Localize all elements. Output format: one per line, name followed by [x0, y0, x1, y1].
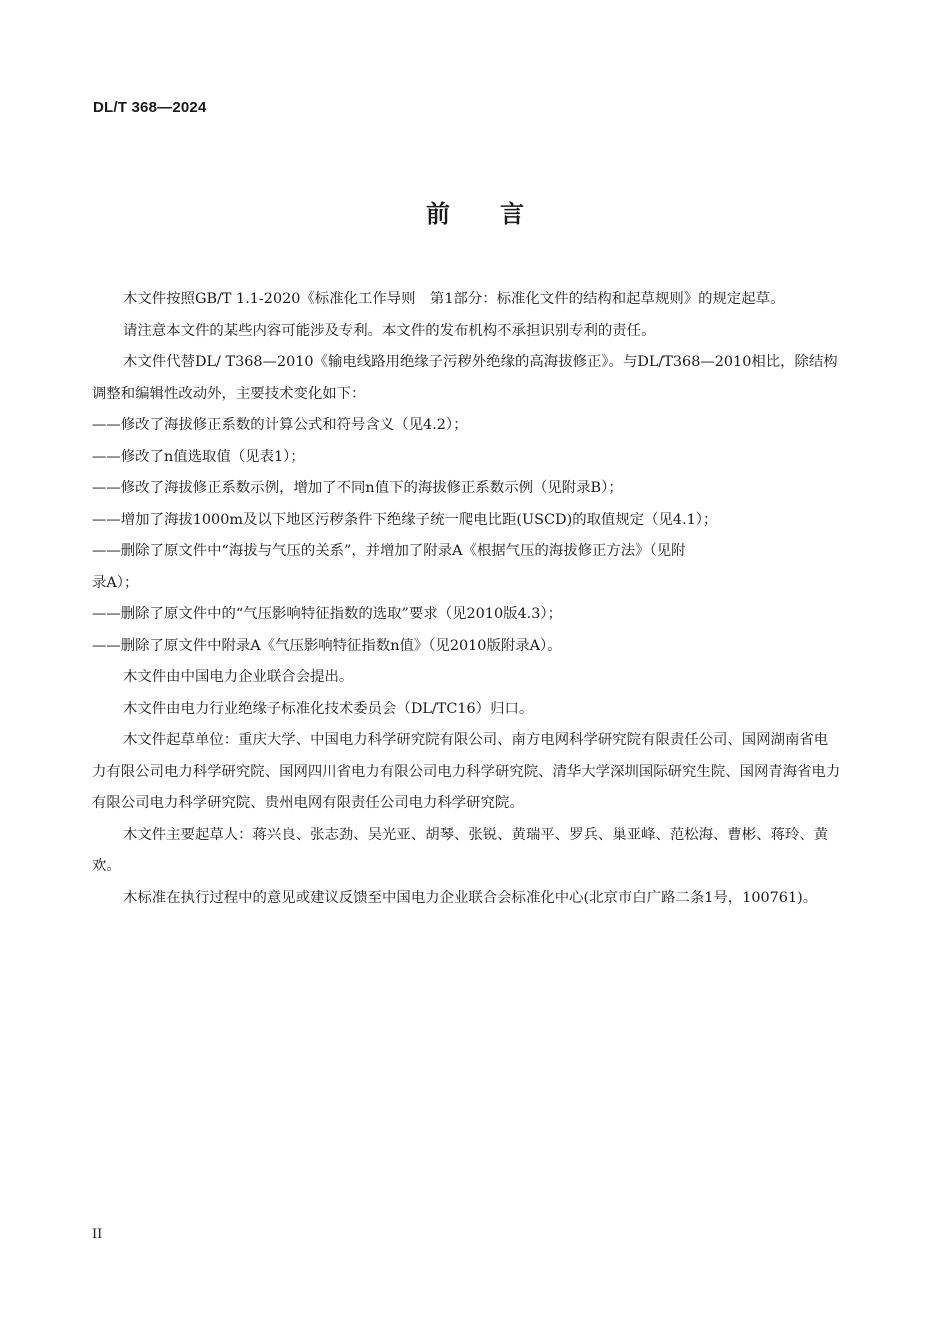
change-item-5-line-2: 录A）； [92, 574, 139, 591]
foreword-body [92, 284, 842, 914]
paragraph-replacement: 木文件代替DL/ T368—2010《输电线路用绝缘子污秽外绝缘的高海拔修正》。与DL/T368—2010相比，除结构调整和编辑性改动外，主要技术变化如下： [92, 354, 838, 402]
change-item-5-continued [92, 568, 842, 600]
paragraph-patent-notice: 请注意本文件的某些内容可能涉及专利。本文件的发布机构不承担识别专利的责任。 [123, 322, 656, 339]
page-number: II [92, 1227, 103, 1242]
change-item-5-line-1: ——删除了原文件中“海拔与气压的关系”，并增加了附录A《根据气压的海拔修正方法》（见附 [92, 543, 686, 559]
paragraph-drafters: 木文件主要起草人：蒋兴良、张志劲、吴光亚、胡琴、张锐、黄瑞平、罗兵、巢亚峰、范松海、曹彬、蒋玲、黄欢。 [92, 826, 829, 874]
paragraph-committee: 木文件由电力行业绝缘子标准化技术委员会（DL/TC16）归口。 [123, 700, 534, 717]
page-title: 前言 [426, 200, 574, 228]
paragraph-proposer: 木文件由中国电力企业联合会提出。 [123, 669, 354, 685]
change-item-4: ——增加了海拔1000m及以下地区污秽条件下绝缘子统一爬电比距(USCD)的取值规定（见4.1）； [92, 511, 718, 528]
paragraph-drafting-units: 木文件起草单位：重庆大学、中国电力科学研究院有限公司、南方电网科学研究院有限责任公司、国网湖南省电力有限公司电力科学研究院、国网四川省电力有限公司电力科学研究院、清华大学深圳国际研究生院、国网青海省电力有限公司电力科学研究院、贵州电网有限责任公司电力科学研究院。 [92, 732, 841, 811]
change-item-3: ——修改了海拔修正系数示例，增加了不同n值下的海拔修正系数示例（见附录B）； [92, 480, 623, 496]
change-item-7: ——删除了原文件中附录A《气压影响特征指数n值》（见2010版附录A）。 [92, 637, 562, 654]
change-item-1: ——修改了海拔修正系数的计算公式和符号含义（见4.2）； [92, 417, 468, 433]
paragraph-feedback: 木标准在执行过程中的意见或建议反馈至中国电力企业联合会标准化中心(北京市白广路二条1号，100761)。 [123, 889, 818, 906]
paragraph-drafting-rules: 木文件按照GB/T 1.1-2020《标准化工作导则 第1部分：标准化文件的结构和起草规则》的规定起草。 [123, 291, 785, 307]
change-item-5 [92, 536, 842, 568]
document-code: DL/T 368—2024 [93, 99, 207, 116]
change-item-6: ——删除了原文件中的“气压影响特征指数的选取”要求（见2010版4.3）； [92, 606, 562, 622]
change-item-2: ——修改了n值选取值（见表1）； [92, 448, 305, 465]
